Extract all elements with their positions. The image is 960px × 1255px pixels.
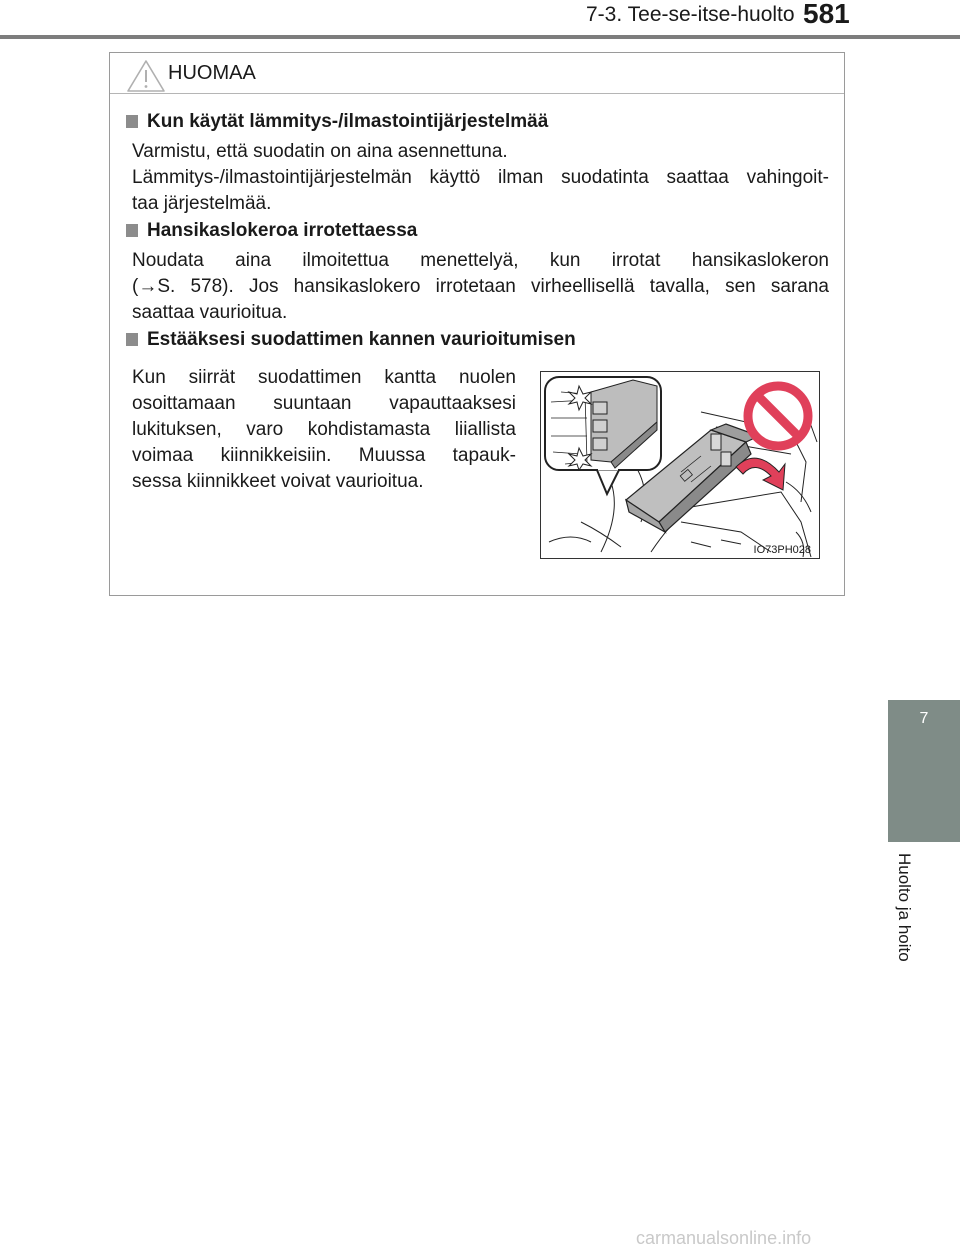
bullet-square-icon <box>126 333 138 346</box>
watermark: carmanualsonline.info <box>636 1228 812 1248</box>
section-heading-heating: Kun käytät lämmitys-/ilmastointijärjestelmää <box>126 111 548 133</box>
warning-triangle-icon <box>126 59 166 93</box>
section-heading-filter-cover: Estääksesi suodattimen kannen vaurioitumisen <box>126 329 576 351</box>
chapter-tab <box>888 700 960 842</box>
section-title: 7-3. Tee-se-itse-huolto <box>586 3 795 26</box>
section-text-heating: Varmistu, että suodatin on aina asennettuna. Lämmitys-/ilmastointijärjestelmän käyttö ilman suodatinta saattaa vahingoit- taa järjestelmää. <box>132 141 829 214</box>
figure-code: IO73PH028 <box>753 544 811 556</box>
header-rule <box>0 35 960 39</box>
filter-cover-illustration <box>540 371 820 559</box>
section-heading-glovebox: Hansikaslokeroa irrotettaessa <box>126 220 417 242</box>
section-text-filter-cover: Kun siirrät suodattimen kantta nuolen osoittamaan suuntaan vapauttaaksesi lukituksen, varo kohdistamasta liiallista voimaa kiinnikkeisiin. Muussa tapauk- sessa kiinnikkeet voivat vaurioitua. <box>132 367 516 492</box>
notice-title: HUOMAA <box>168 62 256 84</box>
page-number: 581 <box>803 0 850 29</box>
section-text-glovebox: Noudata aina ilmoitettua menettelyä, kun irrotat hansikaslokeron (→S. 578). Jos hansikaslokero irrotetaan virheellisellä tavalla, sen sarana saattaa vaurioitua. <box>132 250 829 323</box>
chapter-number: 7 <box>919 710 929 727</box>
filter-cover-drawing <box>541 372 820 559</box>
bullet-square-icon <box>126 115 138 128</box>
notice-box <box>109 52 845 596</box>
bullet-square-icon <box>126 224 138 237</box>
notice-header <box>110 53 844 94</box>
chapter-title: Huolto ja hoito <box>895 853 914 962</box>
